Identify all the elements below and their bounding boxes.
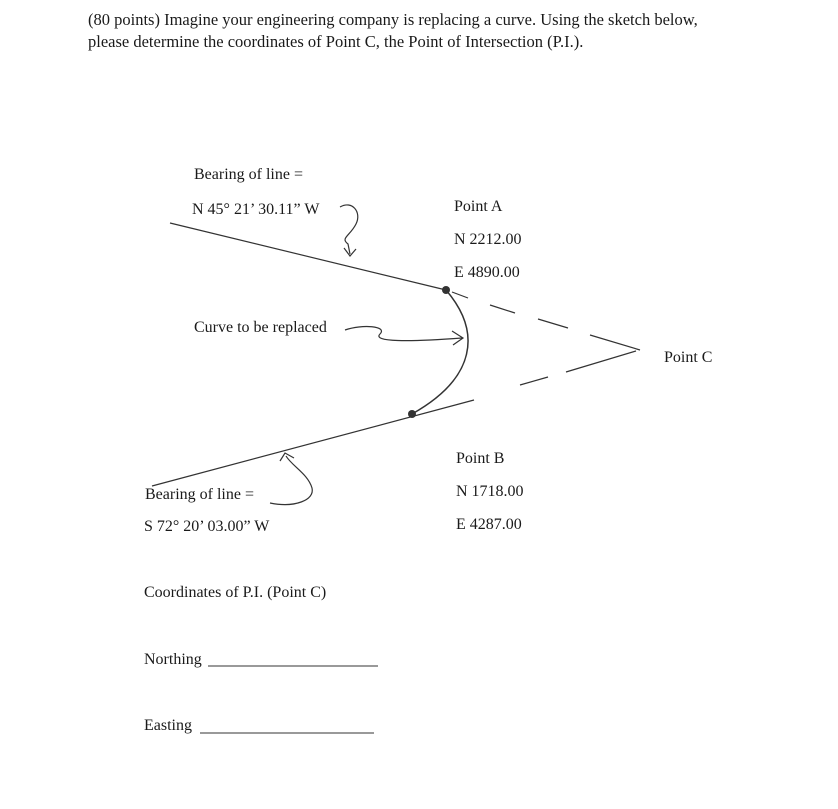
top-tangent-line bbox=[170, 223, 446, 290]
bottom-bearing-value: S 72° 20’ 03.00” W bbox=[144, 518, 270, 535]
curve-arc bbox=[412, 290, 468, 414]
top-label-arrow bbox=[340, 205, 358, 254]
point-a-marker bbox=[442, 286, 450, 294]
top-bearing-value: N 45° 21’ 30.11” W bbox=[192, 201, 320, 218]
easting-label: Easting bbox=[144, 717, 192, 734]
point-b-name: Point B bbox=[456, 450, 505, 467]
answer-heading: Coordinates of P.I. (Point C) bbox=[144, 584, 327, 601]
curve-label: Curve to be replaced bbox=[194, 319, 327, 336]
point-a-name: Point A bbox=[454, 198, 503, 215]
top-extension-dashes bbox=[452, 292, 640, 350]
bottom-label-arrow bbox=[270, 456, 312, 505]
bottom-tangent-line bbox=[152, 400, 474, 486]
northing-label: Northing bbox=[144, 651, 202, 668]
question-line-1: (80 points) Imagine your engineering company is replacing a curve. Using the sketch below, bbox=[88, 10, 698, 29]
top-bearing-label: Bearing of line = bbox=[194, 166, 303, 183]
bottom-bearing-label: Bearing of line = bbox=[145, 486, 254, 503]
bottom-extension-dashes bbox=[520, 351, 636, 385]
point-a-northing: N 2212.00 bbox=[454, 231, 522, 248]
point-a-easting: E 4890.00 bbox=[454, 264, 520, 281]
point-b-northing: N 1718.00 bbox=[456, 483, 524, 500]
question-line-2: please determine the coordinates of Point C, the Point of Intersection (P.I.). bbox=[88, 32, 584, 51]
point-b-marker bbox=[408, 410, 416, 418]
point-b-easting: E 4287.00 bbox=[456, 516, 522, 533]
point-c-name: Point C bbox=[664, 349, 713, 366]
curve-label-arrow bbox=[345, 327, 462, 341]
